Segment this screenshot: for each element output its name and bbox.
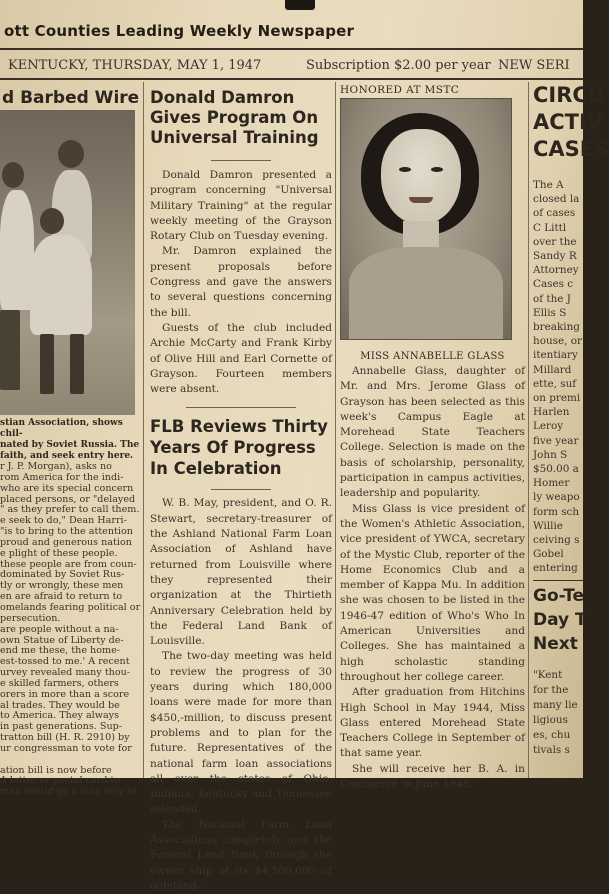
caption-line: stian Association, shows chil-: [0, 418, 123, 439]
text-line: Sandy R: [533, 250, 577, 263]
paragraph: W. B. May, president, and O. R. Stewart, secretary-treasurer of the Ashland National Farm Loan Association of Ashland have returned from Louisville where they represented their organization at the Thirtieth Anniversary Celebration held by the Federal Land Bank of Louisville.: [150, 497, 332, 648]
text-line: es, chu: [533, 729, 571, 741]
text-line: tivals s: [533, 744, 570, 756]
text-line: own Statue of Liberty de-: [0, 634, 124, 646]
text-line: Millard: [533, 363, 572, 376]
text-line: ligious: [533, 714, 568, 726]
text-line: are people without a na-: [0, 623, 119, 635]
text-line: many lie: [533, 699, 578, 711]
damron-article-body: [150, 168, 332, 397]
paragraph: The National Farm Loan Associations completely own the Federal Land Bank through the owner ship of its $4,500,000 of outstand-: [150, 818, 332, 892]
headline-rule: [211, 160, 271, 161]
text-line: Leroy: [533, 420, 564, 433]
right-column-divider: [533, 580, 583, 581]
right-column-body2: [533, 668, 583, 778]
text-line: The A: [533, 179, 564, 191]
text-line: $50.00 a: [533, 463, 579, 476]
text-line: end me these, the home-: [0, 645, 121, 657]
text-line: " as they prefer to call them.: [0, 504, 140, 516]
spacer: [0, 755, 140, 766]
text-line: tly or wrongly, these men: [0, 580, 124, 592]
text-line: over the: [533, 235, 577, 248]
column-rule-2: [335, 82, 336, 778]
text-line: on premi: [533, 392, 581, 405]
text-line: Harlen: [533, 406, 570, 419]
photo-caption: MISS ANNABELLE GLASS: [360, 351, 505, 362]
text-line: omelands fearing political or: [0, 601, 141, 613]
text-line: Cases c: [533, 278, 574, 291]
text-line: ceiving s: [533, 534, 580, 547]
paragraph: Miss Glass is vice president of the Women's Athletic Association, vice president of YWCA, secretary of the Mystic Club, reporter of the Home Economics Club and a member of Kappa Mu. In addition she was chosen to be listed in the 1946-47 edition of Who's Who In American Universities and Colleges. She has maintained a high scholastic standing throughout her college career.: [340, 502, 525, 683]
kicker-label: HONORED AT MSTC: [340, 84, 460, 96]
paragraph: She will receive her B. A. in Commerce in June 1948.: [340, 762, 525, 791]
column-rule-1: [143, 82, 144, 778]
damron-headline: Donald Damron Gives Program On Universal Training: [150, 88, 319, 147]
left-photo-caption: [0, 418, 140, 466]
glass-article: [340, 364, 525, 791]
right-headline2-block: [533, 584, 587, 664]
text-line: "Kent: [533, 669, 563, 681]
flb-headline: FLB Reviews Thirty Years Of Progress In Celebration: [150, 417, 328, 479]
masthead-rule-bottom: [0, 78, 583, 80]
text-line: ur congressman to vote for: [0, 742, 132, 754]
text-line: John S: [533, 448, 568, 461]
right-headline2-line: Go-Te: [533, 586, 585, 606]
text-line: ly weapo: [533, 491, 580, 504]
left-headline: d Barbed Wire: [2, 88, 140, 108]
text-line: closed la: [533, 193, 580, 206]
right-headline2-line: Next: [533, 634, 578, 654]
text-line: of the J: [533, 292, 571, 305]
text-line: who are its special concern: [0, 482, 134, 494]
paragraph: After graduation from Hitchins High School in May 1944, Miss Glass entered Morehead State Teachers College in September of that same year.: [340, 686, 525, 760]
text-line: est-tossed to me.' A recent: [0, 656, 130, 668]
right-headline-line: ACTIV: [533, 110, 604, 134]
text-line: house, or: [533, 335, 582, 348]
right-column-body: [533, 178, 583, 578]
refugee-children-photo: [0, 110, 135, 415]
paragraph: Guests of the club included Archie McCarty and Frank Kirby of Olive Hill and Earl Cornette of Grayson. Fourteen members were absent.: [150, 321, 332, 396]
text-line: tratton bill (H. R. 2910) by: [0, 732, 130, 744]
text-line: of cases: [533, 207, 576, 220]
masthead-subtitle: ott Counties Leading Weekly Newspaper: [4, 22, 355, 40]
text-line: to America. They always: [0, 710, 120, 722]
middle-column: [150, 84, 332, 892]
right-headline-line: CASES: [533, 137, 609, 161]
text-line: persecution.: [0, 612, 61, 624]
text-line: orers in more than a score: [0, 688, 130, 700]
glass-article-body: [340, 364, 525, 792]
portrait-dress: [349, 247, 503, 339]
text-line: for the: [533, 684, 569, 696]
text-line: "is to bring to the attention: [0, 526, 133, 538]
portrait-face: [381, 129, 461, 225]
series-label: NEW SERI: [498, 58, 570, 73]
masthead-title-fragment: [285, 0, 315, 10]
text-line: e seek to do," Dean Harri-: [0, 515, 127, 527]
text-line: man would go a long way to: [0, 786, 137, 798]
caption-line: nated by Soviet Russia. The: [0, 440, 140, 450]
paragraph: Mr. Damron explained the present proposals before Congress and gave the answers to several questions concerning the bill.: [150, 245, 332, 319]
text-line: form sch: [533, 505, 580, 518]
text-line: e skilled farmers, others: [0, 677, 119, 689]
article-divider: [186, 407, 296, 408]
subscription-price: Subscription $2.00 per year: [306, 58, 491, 73]
text-line: urvey revealed many thou-: [0, 667, 131, 679]
text-line: r J. P. Morgan), asks no: [0, 461, 112, 472]
text-line: ette, suf: [533, 377, 577, 390]
right-headline-line: CIRCU: [533, 83, 605, 107]
text-line: en are afraid to return to: [0, 591, 123, 603]
caption-line: faith, and seek entry here.: [0, 451, 134, 461]
annabelle-glass-portrait: [340, 98, 512, 340]
paragraph: The two-day meeting was held to review the progress of 30 years during which 180,000 loans were made for more than $450,-million, to discuss present problems and to plan for the future. Representatives of the national farm loan associations all over the states of Ohio, Indiana, Kentucky and Tennessee attended.: [150, 650, 332, 816]
text-line: placed persons, or "delayed: [0, 493, 136, 505]
text-line: dominated by Soviet Rus-: [0, 569, 125, 581]
text-line: five year: [533, 434, 579, 447]
text-line: entering: [533, 562, 578, 575]
text-line: rom America for the indi-: [0, 471, 124, 483]
right-headline-block: [533, 82, 609, 172]
text-line: A letter or postal card to: [0, 775, 121, 787]
flb-article-body: [150, 496, 332, 894]
glass-photo-caption-row: [340, 344, 525, 360]
text-line: ation bill is now before: [0, 764, 112, 776]
paragraph: Donald Damron presented a program concerning "Universal Military Training" at the regular weekly meeting of the Grayson Rotary Club on Tuesday evening.: [150, 169, 332, 243]
text-line: Homer: [533, 477, 570, 490]
text-line: e plight of these people.: [0, 547, 118, 559]
text-line: Ellis S: [533, 306, 567, 319]
left-column-body: [0, 461, 141, 798]
masthead-rule-top: [0, 48, 583, 50]
text-line: Attorney: [533, 264, 579, 277]
text-line: Willie: [533, 519, 563, 532]
text-line: proud and generous nation: [0, 536, 132, 548]
text-line: breaking: [533, 321, 580, 334]
text-line: itentiary: [533, 349, 578, 362]
dateline: KENTUCKY, THURSDAY, MAY 1, 1947: [8, 58, 262, 73]
text-line: C Littl: [533, 221, 567, 234]
text-line: Gobel: [533, 548, 564, 561]
text-line: al trades. They would be: [0, 699, 120, 711]
headline-rule: [211, 489, 271, 490]
right-headline2-line: Day T: [533, 610, 587, 630]
column-rule-3: [528, 82, 529, 778]
paragraph: Annabelle Glass, daughter of Mr. and Mrs. Jerome Glass of Grayson has been selected as this week's Campus Eagle at Morehead State Teachers College. Selection is made on the basis of scholarship, personality, participation in campus activities, leadership and popularity.: [340, 365, 525, 500]
text-line: these people are from coun-: [0, 558, 137, 570]
text-line: in past generations. Sup-: [0, 721, 123, 733]
